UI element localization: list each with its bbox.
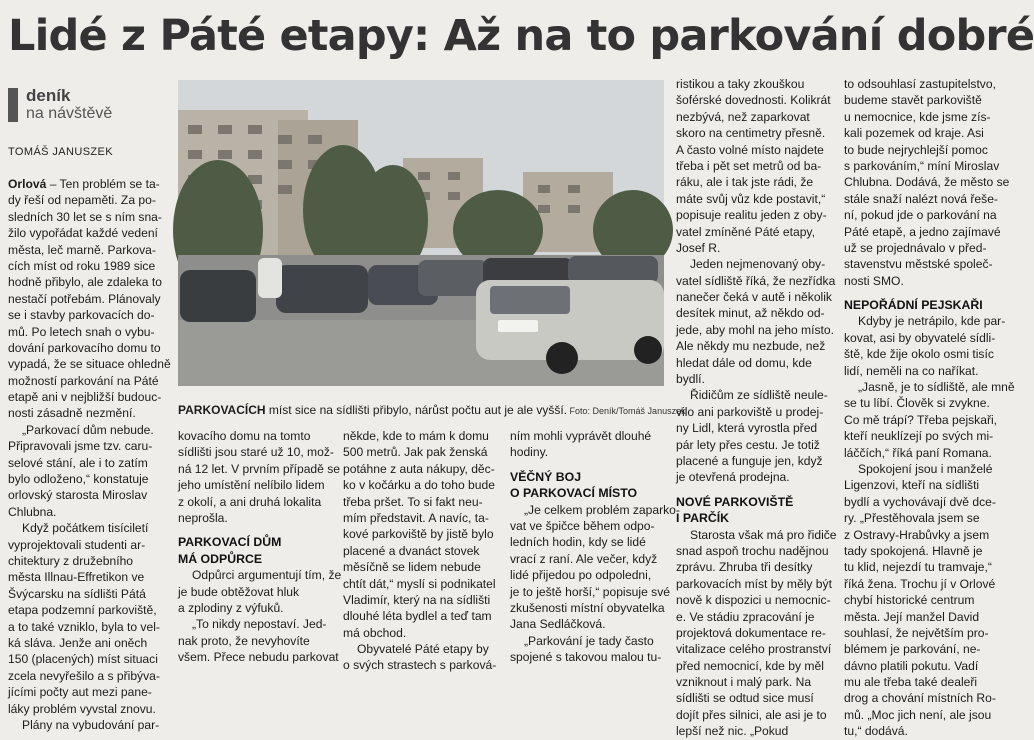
text-line: má obchod. bbox=[343, 625, 407, 640]
parking-lot-photo bbox=[178, 80, 664, 386]
text-line: tu,“ dodává. bbox=[844, 724, 908, 739]
text-line: kovat, asi by obyvatelé sídli- bbox=[844, 330, 996, 345]
text-line: neprošla. bbox=[178, 510, 228, 525]
author-byline: TOMÁŠ JANUSZEK bbox=[8, 146, 114, 158]
text-line: nezbývá, než zaparkovat bbox=[676, 109, 810, 124]
text-line: máte svůj vůz kde postavit,“ bbox=[676, 191, 826, 206]
text-line: vatel sídliště říká, že nezřídka bbox=[676, 273, 836, 288]
column-4 bbox=[510, 428, 680, 665]
text-line: Starosta však má pro řidiče bbox=[690, 527, 837, 542]
text-line: a zplodiny z výfuků. bbox=[178, 600, 284, 615]
column-1 bbox=[8, 176, 171, 732]
text-line: už se projednávalo v před- bbox=[844, 240, 987, 255]
text-line: Když počátkem tisíciletí bbox=[22, 521, 149, 536]
text-line: třeba i pět set metrů od ba- bbox=[676, 158, 822, 173]
text-line: Ale někdy mu nezbude, než bbox=[676, 339, 826, 354]
text-line: projektová dokumentace re- bbox=[676, 625, 826, 640]
text-line: měsíčně se lidem nebude bbox=[343, 560, 481, 575]
text-line: stále snaží nalézt nová řeše- bbox=[844, 191, 998, 206]
text-line: „Je celkem problém zaparko- bbox=[524, 502, 680, 517]
text-line: „Parkovací dům nebude. bbox=[22, 422, 154, 437]
text-line: láččích,“ říká paní Romana. bbox=[844, 445, 992, 460]
text-line: jeho umístění nelíbilo lidem bbox=[178, 478, 325, 493]
text-line: vypadá, že se situace ohledně bbox=[8, 357, 171, 372]
text-line: Odpůrci argumentují tím, že bbox=[192, 568, 342, 583]
text-line: kali pozemek od kraje. Asi bbox=[844, 126, 984, 141]
text-line: z Ostravy-Hrabůvky a jsem bbox=[844, 527, 990, 542]
subheading: VĚČNÝ BOJ bbox=[510, 469, 582, 484]
text-line: mím představit. A navíc, ta- bbox=[343, 510, 489, 525]
text-line: u nemocnice, kde jsme zís- bbox=[844, 109, 991, 124]
text-line: Chlubna. bbox=[8, 504, 57, 519]
text-line: selové stání, ale i to zatím bbox=[8, 455, 148, 470]
text-line: nově k dispozici u nemocnic- bbox=[676, 593, 831, 608]
text-line: 500 metrů. Jak pak ženská bbox=[343, 445, 488, 460]
text-line: nosti SMO. bbox=[844, 273, 904, 288]
text-line: z okolí, a ani druhá lokalita bbox=[178, 494, 322, 509]
text-line: lepší než nic. „Pokud bbox=[676, 724, 789, 739]
denik-na-navsteve-logo bbox=[8, 86, 168, 126]
text-line: Jana Sedláčková. bbox=[510, 617, 606, 632]
text-line: Připravovali jsme tzv. caru- bbox=[8, 439, 153, 454]
text-line: placené a funguje jen, když bbox=[676, 453, 823, 468]
text-line: sledních 30 let se s ním sna- bbox=[8, 209, 162, 224]
text-line: vyprojektovali studenti ar- bbox=[8, 537, 146, 552]
text-line: Orlová – Ten problém se ta- bbox=[8, 177, 160, 191]
text-line: etapa podzemní parkoviště, bbox=[8, 603, 157, 618]
text-line: lidé přijedou po odpoledni, bbox=[510, 568, 652, 583]
text-line: snad aspoň trochu nadějnou bbox=[676, 543, 829, 558]
text-line: bydlí. bbox=[676, 372, 705, 387]
text-line: se i stavby parkovacích do- bbox=[8, 308, 155, 323]
text-line: města Illnau-Effretikon ve bbox=[8, 570, 145, 585]
text-line: Josef R. bbox=[676, 240, 721, 255]
text-line: „Parkování je tady často bbox=[524, 633, 654, 648]
text-line: drog a chování místních Ro- bbox=[844, 691, 996, 706]
text-line: Chlubna. Dodává, že město se bbox=[844, 175, 1010, 190]
text-line: budeme stavět parkoviště bbox=[844, 93, 982, 108]
text-line: kovacího domu na tomto bbox=[178, 429, 311, 443]
text-line: dování parkovacího domu to bbox=[8, 340, 161, 355]
spacer bbox=[676, 486, 836, 494]
text-line: říká žena. Trochu jí v Orlové bbox=[844, 576, 996, 591]
column-2 bbox=[178, 428, 342, 665]
text-line: mů. „Moc jich není, ale jsou bbox=[844, 707, 992, 722]
text-line: dy řeší od nepaměti. Za po- bbox=[8, 193, 156, 208]
text-line: města. Její manžel David bbox=[844, 609, 980, 624]
text-line: etapě ani v nejbližší budouc- bbox=[8, 390, 162, 405]
brand-line2: na návštěvě bbox=[26, 105, 113, 122]
text-line: ledních hodin, kdy se lidé bbox=[510, 535, 646, 550]
text-line: sídlišti se odtud sice musí bbox=[676, 691, 814, 706]
photo-illustration bbox=[178, 80, 664, 386]
text-line: vilo ani parkoviště u prodej- bbox=[676, 404, 824, 419]
text-line: to odsouhlasí zastupitelstvo, bbox=[844, 77, 996, 91]
text-line: skoro na centimetry přesně. bbox=[676, 126, 826, 141]
text-line: ká sláva. Jenže ani oněch bbox=[8, 635, 148, 650]
column-5 bbox=[676, 76, 837, 739]
text-line: nestačí potřebám. Plánovaly bbox=[8, 291, 161, 306]
text-line: a to také vzniklo, byla to vel- bbox=[8, 619, 160, 634]
text-line: chitektury z družebního bbox=[8, 553, 134, 568]
text-line: je otevřená prodejna. bbox=[676, 470, 790, 485]
text-line: ristikou a taky zkouškou bbox=[676, 77, 805, 91]
subheading: O PARKOVACÍ MÍSTO bbox=[510, 486, 638, 501]
text-line: bydlí a vychovávají dvě dce- bbox=[844, 494, 996, 509]
text-line: spojené s takovou malou tu- bbox=[510, 650, 662, 665]
subheading: PARKOVACÍ DŮM bbox=[178, 535, 282, 550]
text-line: žilo vypořádat každé vedení bbox=[8, 226, 158, 241]
text-line: vzniknout i malý park. Na bbox=[676, 675, 812, 690]
text-line: nosti zásadně nezmění. bbox=[8, 406, 136, 421]
text-line: ráku, ale i tak jste rádi, že bbox=[676, 175, 814, 190]
subheading: NEPOŘÁDNÍ PEJSKAŘI bbox=[844, 298, 983, 313]
text-line: láky problém vyvstal znovu. bbox=[8, 701, 156, 716]
text-line: se tu líbí. Člověk si zvykne. bbox=[844, 396, 990, 411]
text-line: e. Ve stádiu zpracování je bbox=[676, 609, 815, 624]
text-line: ko v kočárku a do toho bude bbox=[343, 478, 495, 493]
text-line: Obyvatelé Páté etapy by bbox=[357, 642, 489, 657]
text-line: jede, aby mohl na jeho místo. bbox=[676, 322, 834, 337]
text-line: jícími počty aut mezi pane- bbox=[8, 685, 152, 700]
text-line: zprávu. Zhruba tři desítky bbox=[676, 560, 813, 575]
text-line: lidí, neměli na co naříkat. bbox=[844, 363, 979, 378]
text-line: hodiny. bbox=[510, 445, 549, 460]
caption-lead: PARKOVACÍCH bbox=[178, 403, 266, 417]
text-line: ště, kde žije okolo osmi tisíc bbox=[844, 347, 994, 362]
text-line: cích míst od roku 1989 sice bbox=[8, 258, 156, 273]
text-line: Vladimír, který na na sídlišti bbox=[343, 592, 491, 607]
text-line: Ligenzovi, kteří na sídlišti bbox=[844, 478, 980, 493]
text-line: ní, pokud jde o parkování na bbox=[844, 208, 997, 223]
text-line: popisuje realitu jeden z oby- bbox=[676, 208, 827, 223]
text-line: Kdyby je netrápilo, kde par- bbox=[858, 314, 1006, 329]
column-3 bbox=[343, 428, 503, 673]
text-line: chtít dát,“ myslí si podnikatel bbox=[343, 576, 496, 591]
logo-bar-icon bbox=[8, 88, 18, 122]
text-line: třeba pršet. To si fakt neu- bbox=[343, 494, 483, 509]
text-line: to bude nejrychlejší pomoc bbox=[844, 142, 988, 157]
text-line: stavenstvu městské společ- bbox=[844, 257, 993, 272]
text-line: „To nikdy nepostaví. Jed- bbox=[192, 617, 327, 632]
text-line: A často volné místo najdete bbox=[676, 142, 824, 157]
spacer bbox=[178, 526, 338, 534]
text-line: o svých strastech s parková- bbox=[343, 658, 497, 673]
subheading: MÁ ODPŮRCE bbox=[178, 551, 263, 566]
text-line: zcela nevyřešilo a s přibýva- bbox=[8, 668, 160, 683]
column-6 bbox=[844, 76, 1015, 739]
caption-text: míst sice na sídlišti přibylo, nárůst počtu aut je ale vyšší. bbox=[265, 403, 568, 417]
text-line: Švýcarsku na sídlišti Pátá bbox=[8, 586, 146, 601]
text-line: šoférské dovednosti. Kolikrát bbox=[676, 93, 831, 108]
text-line: tu klid, nejezdí tu tramvaje,“ bbox=[844, 560, 992, 575]
text-line: je to ještě horší,“ popisuje své bbox=[510, 584, 670, 599]
text-line: ny Lidl, která vyrostla před bbox=[676, 421, 818, 436]
text-line: potáhne z auta nákupy, děc- bbox=[343, 461, 495, 476]
text-line: ná 12 let. V prvním případě se bbox=[178, 461, 341, 476]
text-line: ry. „Přestěhovala jsem se bbox=[844, 511, 980, 526]
text-line: 150 (placených) míst situaci bbox=[8, 652, 158, 667]
text-line: kteří neuklízejí po svých mi- bbox=[844, 429, 994, 444]
text-line: Spokojení jsou i manželé bbox=[858, 462, 993, 476]
text-line: před nemocnicí, kde by měl bbox=[676, 658, 824, 673]
spacer bbox=[844, 289, 1000, 297]
text-line: dlouhé léta bydlel a teď tam bbox=[343, 609, 492, 624]
text-line: mu ale třeba také dealeři bbox=[844, 675, 978, 690]
text-line: dojít přes silnici, ale asi je to bbox=[676, 707, 827, 722]
text-line: hodně přibylo, ale zdaleka to bbox=[8, 275, 162, 290]
text-line: kové parkoviště by jistě bylo bbox=[343, 527, 494, 542]
subheading: I PARČÍK bbox=[676, 511, 730, 526]
text-line: Páté etapě, a jedno zajímavé bbox=[844, 224, 1001, 239]
dateline-place: Orlová bbox=[8, 177, 47, 191]
text-line: všem. Přece nebudu parkovat bbox=[178, 650, 339, 665]
text-line: vatel zmíněné Páté etapy, bbox=[676, 224, 815, 239]
text-line: Jeden nejmenovaný oby- bbox=[690, 257, 826, 272]
text-line: nak proto, že nevyhovíte bbox=[178, 633, 310, 648]
photo-caption bbox=[178, 402, 686, 419]
text-line: parkovacích míst by měly být bbox=[676, 576, 832, 591]
text-line: tady spokojená. Hlavně je bbox=[844, 543, 983, 558]
text-line: desítek minut, až někdo od- bbox=[676, 306, 825, 321]
headline: Lidé z Páté etapy: Až na to parkování dobré bbox=[8, 11, 1034, 61]
photo-credit: Foto: Deník/Tomáš Januszek bbox=[567, 406, 686, 416]
spacer bbox=[510, 461, 670, 469]
subheading: NOVÉ PARKOVIŠTĚ bbox=[676, 494, 794, 509]
text-line: města, leč marně. Parkova- bbox=[8, 242, 156, 257]
text-line: vrací z raní. Ale večer, když bbox=[510, 551, 658, 566]
text-line: zkušenosti místní obyvatelka bbox=[510, 600, 665, 615]
brand-line1: deník bbox=[26, 86, 71, 105]
text-line: blémem je parkování, ne- bbox=[844, 642, 981, 657]
text-line: dávno platili pokutu. Vadí bbox=[844, 658, 979, 673]
text-line: bylo odloženo,“ konstatuje bbox=[8, 472, 149, 487]
text-line: Plány na vybudování par- bbox=[22, 717, 160, 732]
text-line: možností parkování na Páté bbox=[8, 373, 159, 388]
text-line: je bude obtěžovat hluk bbox=[178, 584, 300, 599]
text-line: ním mohli vyprávět dlouhé bbox=[510, 429, 652, 443]
text-line: Co mě trápí? Třeba pejskaři, bbox=[844, 412, 998, 427]
text-line: vitalizace celého prostranství bbox=[676, 642, 832, 657]
text-line: orlovský starosta Miroslav bbox=[8, 488, 148, 503]
text-line: chybí historické centrum bbox=[844, 593, 975, 608]
text-line: někde, kde to mám k domu bbox=[343, 429, 489, 443]
text-line: souhlasí, že největším pro- bbox=[844, 625, 989, 640]
text-line: mů. Po letech snah o vybu- bbox=[8, 324, 155, 339]
text-line: hledat dále od domu, kde bbox=[676, 355, 812, 370]
text-line: vat ve špičce během odpo- bbox=[510, 518, 655, 533]
text-line: pár lety přes cestu. Je totiž bbox=[676, 437, 820, 452]
text-line: „Jasně, je to sídliště, ale mně bbox=[858, 380, 1015, 395]
text-line: s parkováním,“ míní Miroslav bbox=[844, 158, 1000, 173]
text-line: nanečer čeká v autě i několik bbox=[676, 290, 832, 305]
text-line: Řidičům ze sídliště neule- bbox=[690, 388, 828, 403]
text-line: sídlišti jsou staré už 10, mož- bbox=[178, 445, 334, 460]
text-line: placené a dvanáct stovek bbox=[343, 543, 480, 558]
